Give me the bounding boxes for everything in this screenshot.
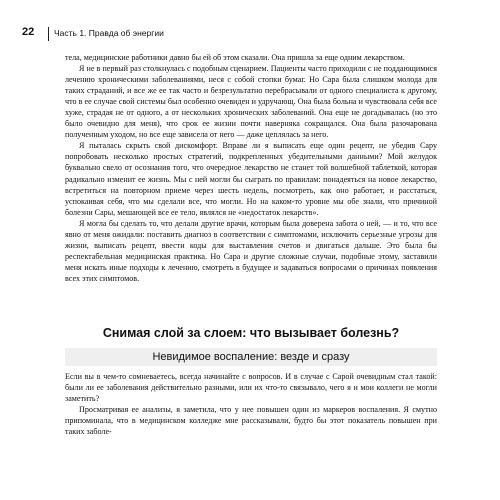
paragraph: Я могла бы сделать то, что делали другие врачи, которым была доверена забота о ней, — и то, что все явно от меня ожидали: поставить диагноз в соответствии с симптомами, исключить серьезные угрозы для жизни, выписать рецепт, ввести коды для выставления счетов и двигаться дальше. Это была бы респектабельная медицинская практика. Но Сара и другие сложные случаи, подобные этому, заставили меня искать иные подходы к лечению, смотреть в будущее и задаваться вопросами о причинах появления всех этих симптомов. [65,218,437,283]
page-number: 22 [22,26,35,38]
section-heading: Снимая слой за слоем: что вызывает болезнь? [102,326,400,340]
paragraph: Я не в первый раз столкнулась с подобным сценарием. Пациенты часто приходили с не поддающимися лечению хроническими заболеваниями, неся с собой стопки бумаг. Но Сара была слишком молода для таких страданий, и все же ее так часто и безрезультатно перебрасывали от одного специалиста к другому, что в ее случае свой системы был особенно очевиден и удручающ. Она была больна и чувствовала себя все хуже, страдая не от одного, а от нескольких хронических заболеваний. Она еще не догадывалась (но это было очевидно для меня), что срок ее жизни почти наверняка сокращался. Она была разочарована полученным уходом, но все еще зависела от него — даже цеплялась за него. [65,64,437,140]
running-title: Часть 1. Правда об энергии [54,28,164,38]
paragraph: Я пыталась скрыть свой дискомфорт. Вправе ли я выписать еще один рецепт, не убедив Сару попробовать несколько простых стратегий, подкрепленных убедительными данными? Мой желудок буквально свело от осознания того, что очередное лекарство не станет той волшебной таблеткой, которая радикально изменит ее жизнь. Мы с ней могли бы сыграть по правилам: понадеяться на новое лекарство, встретиться на повторном приеме через шесть недель, посмотреть, как оно работает, и расстаться, успокаивая себя, что мы сделали все, что могли. Но на каком-то уровне мы обе знали, что причиной болезни Сары, мешающей все ее тело, являлся не «недостаток лекарств». [65,141,437,217]
subsection-heading: Невидимое воспаление: везде и сразу [152,351,350,363]
paragraph: тела, медицинские работники давно бы ей об этом сказали. Она пришла за еще одним лекарством. [65,53,405,62]
header-divider [48,27,49,41]
body-text-bottom [65,371,437,437]
paragraph: Просматривая ее анализы, я заметила, что у нее повышен один из маркеров воспаления. Я смутно припоминала, что в медицинском колледже мне рассказывали, будто бы этот показатель повышен при таких заболе- [65,405,437,437]
body-text-top [65,52,437,284]
paragraph: Если вы в чем-то сомневаетесь, всегда начинайте с вопросов. И в случае с Сарой очевидным стал такой: были ли ее заболевания действительно разными, или их что-то связывало, чего я и мои коллеги не могли заметить? [65,372,437,404]
